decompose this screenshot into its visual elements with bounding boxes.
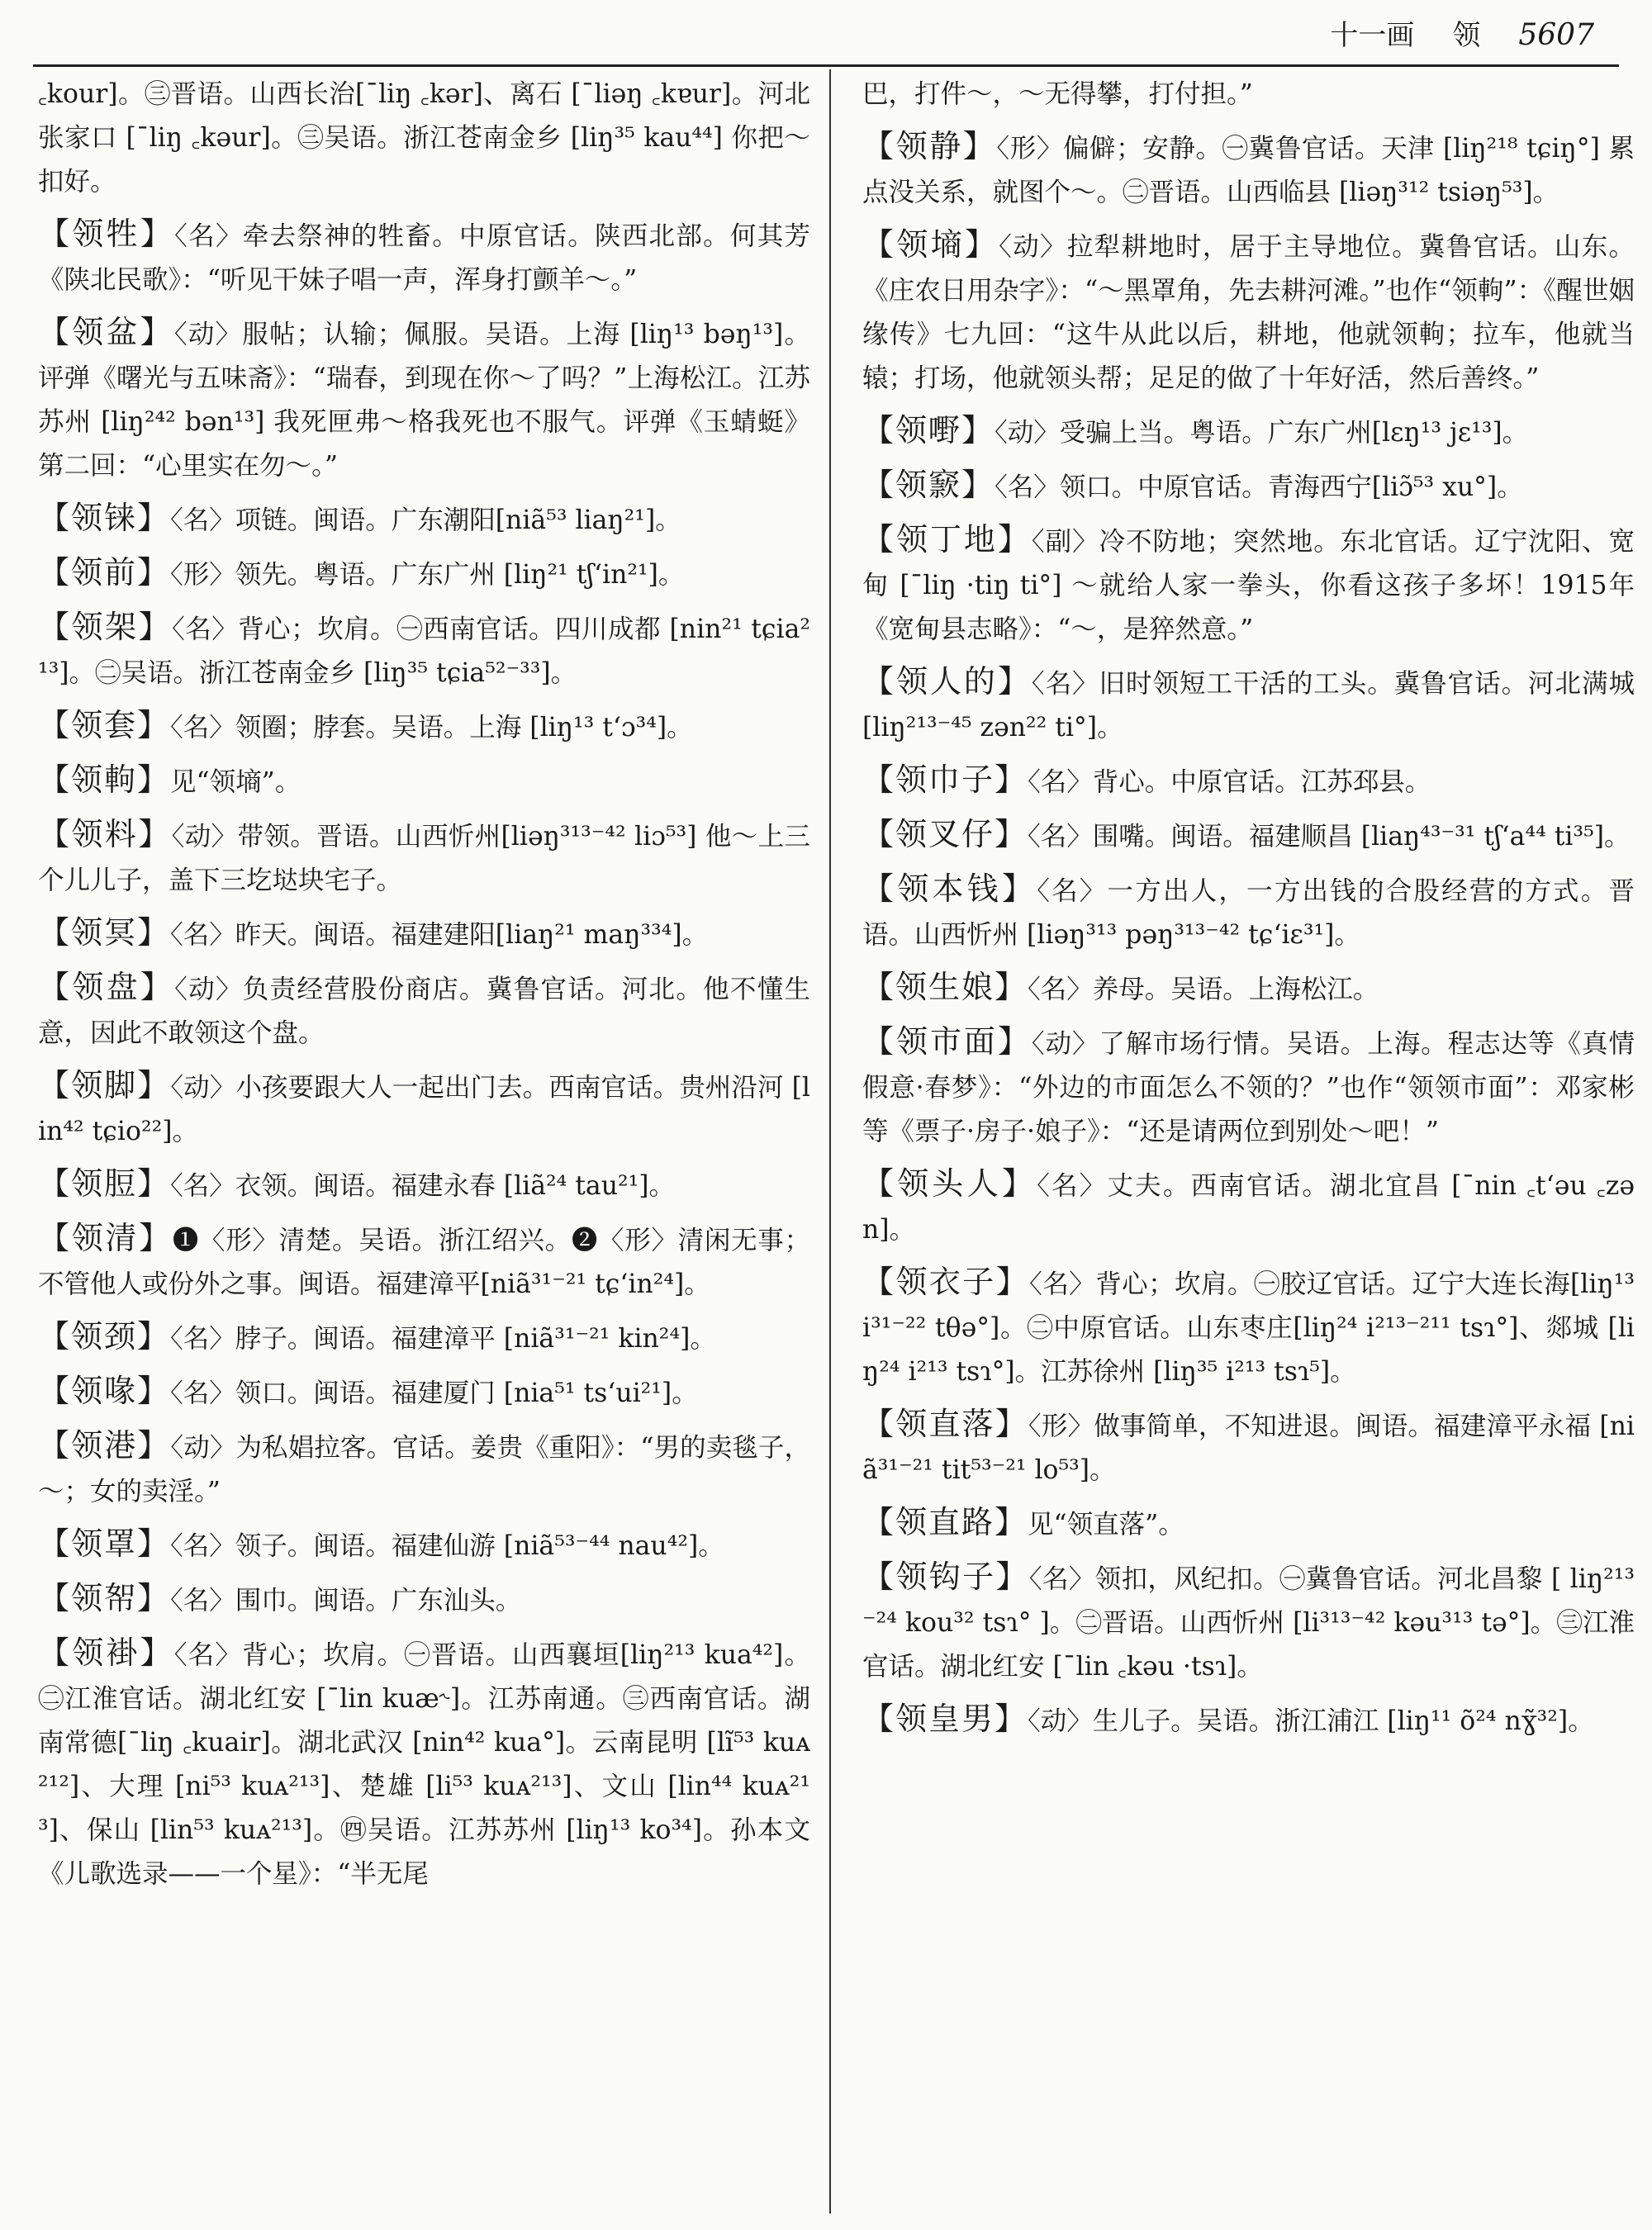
headword: 【领料】	[38, 816, 172, 852]
dictionary-entry	[38, 496, 810, 543]
dictionary-entry	[38, 212, 810, 302]
definition-text: 〈名〉昨天。闽语。福建建阳[liaŋ²¹ maŋ³³⁴]。	[170, 920, 709, 950]
headword: 【领巾子】	[862, 762, 1028, 798]
dictionary-entry	[38, 1522, 810, 1568]
dictionary-entry	[862, 1260, 1635, 1394]
page-number: 5607	[1518, 18, 1594, 52]
column-divider	[829, 69, 831, 2213]
dictionary-entry	[38, 311, 810, 488]
dictionary-entry	[38, 1369, 810, 1416]
headword: 【领港】	[38, 1427, 171, 1464]
headword: 【领直落】	[862, 1406, 1028, 1442]
dictionary-entry	[862, 1162, 1635, 1252]
definition-text: 〈动〉服帖；认输；佩服。吴语。上海 [liŋ¹³ bəŋ¹³]。评弹《曙光与五味斋》：“瑞春，到现在你～了吗？”上海松江。江苏苏州 [liŋ²⁴² bən¹³] 我死匣弗～格我死也不服气。评弹《玉蜻蜓》第二回：“心里实在勿～。”	[38, 320, 810, 481]
headword: 【领盘】	[38, 969, 175, 1005]
definition-text: 〈名〉背心。中原官话。江苏邳县。	[1028, 767, 1431, 797]
dictionary-entry	[862, 758, 1635, 804]
definition-text: 〈动〉带领。晋语。山西忻州[liəŋ³¹³⁻⁴² liɔ⁵³] 他～上三个儿儿子，盖下三圪垯块宅子。	[38, 822, 810, 895]
definition-text: 〈形〉领先。粤语。广东广州 [liŋ²¹ tʃʻin²¹]。	[170, 560, 685, 590]
headword: 【领墒】	[862, 226, 999, 263]
definition-text: 〈名〉养母。吴语。上海松江。	[1028, 975, 1379, 1004]
headword: 【领褂】	[38, 1635, 174, 1671]
headword: 【领皇男】	[862, 1701, 1028, 1737]
dictionary-entry	[862, 660, 1635, 750]
dictionary-entry	[38, 911, 810, 957]
dictionary-entry	[862, 867, 1635, 957]
definition-text: 见“领墒”。	[170, 767, 301, 797]
definition-text: 〈动〉拉犁耕地时，居于主导地位。冀鲁官话。山东。《庄农日用杂字》：“～黑罩角，先去耕河滩。”也作“领軥”：《醒世姻缘传》七九回：“这牛从此以后，耕地，他就领軥；拉车，他就当辕；打场，他就领头帮；足足的做了十年好活，然后善终。”	[862, 232, 1635, 393]
headword: 【领軥】	[38, 762, 171, 798]
headword: 【领衣子】	[862, 1264, 1030, 1300]
definition-text: 巴，打件～，～无得攀，打付担。”	[862, 79, 1253, 109]
headword: 【领罩】	[38, 1525, 171, 1562]
headword: 【领盆】	[38, 314, 174, 350]
headword: 【领架】	[38, 609, 172, 645]
definition-text: 〈形〉偏僻；安静。㊀冀鲁官话。天津 [liŋ²¹⁸ tɕiŋ°] 累点没关系，就图个～。㊁晋语。山西临县 [liəŋ³¹² tsiəŋ⁵³]。	[862, 134, 1635, 207]
definition-text: ꜀kour]。㊂晋语。山西长治[ˉliŋ ꜀kər]、离石 [ˉliəŋ ꜀kɐur]。河北张家口 [ˉliŋ ꜀kəur]。㊂吴语。浙江苍南金乡 [liŋ³⁵ kau⁴⁴] 你把～扣好。	[38, 79, 810, 197]
dictionary-entry	[38, 1315, 810, 1361]
definition-text: 〈名〉衣领。闽语。福建永春 [liã²⁴ tau²¹]。	[170, 1171, 676, 1201]
headword: 【领钩子】	[862, 1559, 1029, 1595]
dictionary-entry	[38, 605, 810, 695]
definition-text: 〈名〉一方出人，一方出钱的合股经营的方式。晋语。山西忻州 [liəŋ³¹³ pəŋ³¹³⁻⁴² tɕʻiɛ³¹]。	[862, 876, 1635, 950]
dictionary-entry	[862, 1697, 1635, 1744]
definition-text: 〈名〉领扣，风纪扣。㊀冀鲁官话。河北昌黎 [ liŋ²¹³⁻²⁴ kou³² tsɿ° ]。㊁晋语。山西忻州 [li³¹³⁻⁴² kəu³¹³ tə°]。㊂江淮官话。湖北红安 [ˉlin ꜀kəu ·tsɿ]。	[862, 1564, 1635, 1682]
headword: 【领静】	[862, 128, 997, 164]
headword: 【领市面】	[862, 1023, 1032, 1060]
dictionary-entry	[38, 758, 810, 804]
headword: 【领牲】	[38, 216, 175, 252]
dictionary-entry	[862, 1402, 1635, 1492]
definition-text: 〈名〉领子。闽语。福建仙游 [niã⁵³⁻⁴⁴ nau⁴²]。	[170, 1531, 724, 1561]
continued-text	[38, 73, 810, 204]
definition-text: 〈名〉领口。中原官话。青海西宁[liɔ̃⁵³ xu°]。	[995, 472, 1523, 502]
definition-text: 〈动〉受骗上当。粤语。广东广州[lɛŋ¹³ jɛ¹³]。	[995, 418, 1529, 448]
definition-text: 〈名〉背心；坎肩。㊀胶辽官话。辽宁大连长海[liŋ¹³ i³¹⁻²² tθə°]。㊁中原官话。山东枣庄[liŋ²⁴ i²¹³⁻²¹¹ tsɿ°]、郯城 [liŋ²⁴ i²¹³ tsɿ°]。江苏徐州 [liŋ³⁵ i²¹³ tsɿ⁵]。	[862, 1269, 1635, 1387]
definition-text: 〈名〉项链。闽语。广东潮阳[niã⁵³ liaŋ²¹]。	[170, 505, 681, 535]
right-column	[862, 73, 1635, 1752]
headword: 【领铼】	[38, 500, 171, 536]
headword: 【领脚】	[38, 1067, 171, 1103]
definition-text: 〈副〉冷不防地；突然地。东北官话。辽宁沈阳、宽甸 [ˉliŋ ·tiŋ ti°] ～就给人家一拳头，你看这孩子多坏！1915年《宽甸县志略》：“～，是猝然意。”	[862, 527, 1635, 644]
dictionary-entry	[862, 223, 1635, 401]
dictionary-entry	[862, 125, 1635, 215]
definition-text: 〈名〉领圈；脖套。吴语。上海 [liŋ¹³ tʻɔ³⁴]。	[170, 713, 693, 743]
dictionary-entry	[862, 409, 1635, 455]
dictionary-entry	[38, 1064, 810, 1154]
headword: 【领喙】	[38, 1373, 171, 1409]
headword: 【领前】	[38, 554, 171, 591]
dictionary-entry	[38, 813, 810, 903]
definition-text: 〈名〉牵去祭神的牲畜。中原官话。陕西北部。何其芳《陕北民歌》：“听见干妹子唱一声，浑身打颤羊～。”	[38, 221, 810, 295]
dictionary-entry	[38, 1631, 810, 1896]
dictionary-entry	[38, 551, 810, 597]
header-character: 领	[1452, 19, 1481, 52]
definition-text: 〈名〉围嘴。闽语。福建顺昌 [liaŋ⁴³⁻³¹ tʃʻa⁴⁴ ti³⁵]。	[1028, 822, 1631, 852]
definition-text: 〈动〉负责经营股份商店。冀鲁官话。河北。他不懂生意，因此不敢领这个盘。	[38, 975, 810, 1048]
headword: 【领冥】	[38, 914, 171, 951]
definition-text: 〈动〉生儿子。吴语。浙江浦江 [liŋ¹¹ õ²⁴ nɣ̃³²]。	[1028, 1706, 1594, 1736]
continued-text	[862, 73, 1635, 116]
headword: 【领清】	[38, 1220, 173, 1256]
dictionary-entry	[862, 1501, 1635, 1547]
dictionary-entry	[38, 1577, 810, 1623]
dictionary-entry	[38, 1424, 810, 1514]
headword: 【领套】	[38, 707, 171, 743]
definition-text: 〈名〉背心；坎肩。㊀晋语。山西襄垣[liŋ²¹³ kua⁴²]。㊁江淮官话。湖北红安 [ˉlin kuæ˞]。江苏南通。㊂西南官话。湖南常德[ˉliŋ ꜀kuair]。湖北武汉 [nin⁴² kua°]。云南昆明 [lĩ⁵³ kuᴀ²¹²]、大理 [ni⁵³ kuᴀ²¹³]、楚雄 [li⁵³ kuᴀ²¹³]、文山 [lin⁴⁴ kuᴀ²¹³]、保山 [lin⁵³ kuᴀ²¹³]。㊃吴语。江苏苏州 [liŋ¹³ ko³⁴]。孙本文《儿歌选录——一个星》：“半无尾	[38, 1640, 810, 1889]
page-header	[1330, 12, 1594, 59]
headword: 【领颈】	[38, 1318, 171, 1355]
headword: 【领直路】	[862, 1504, 1028, 1540]
definition-text: 见“领直落”。	[1028, 1510, 1184, 1540]
definition-text: 〈形〉做事简单，不知进退。闽语。福建漳平永福 [niã³¹⁻²¹ tit⁵³⁻²¹ lo⁵³]。	[862, 1412, 1635, 1485]
headword: 【领脰】	[38, 1165, 171, 1202]
dictionary-entry	[862, 1555, 1635, 1689]
definition-text: 〈名〉脖子。闽语。福建漳平 [niã³¹⁻²¹ kin²⁴]。	[170, 1324, 716, 1354]
headword: 【领生娘】	[862, 969, 1028, 1005]
dictionary-entry	[38, 1162, 810, 1208]
headword: 【领窾】	[862, 467, 995, 503]
dictionary-entry	[38, 1217, 810, 1307]
headword: 【领丁地】	[862, 521, 1032, 558]
dictionary-entry	[862, 518, 1635, 652]
headword: 【领人的】	[862, 663, 1032, 700]
headword: 【领本钱】	[862, 871, 1037, 907]
dictionary-entry	[862, 966, 1635, 1012]
section-label: 十一画	[1330, 19, 1415, 52]
dictionary-entry	[38, 966, 810, 1056]
headword: 【领叉仔】	[862, 816, 1028, 852]
definition-text: 〈动〉为私娼拉客。官话。姜贵《重阳》：“男的卖毯子，～；女的卖淫。”	[38, 1433, 810, 1506]
definition-text: 〈名〉背心；坎肩。㊀西南官话。四川成都 [nin²¹ tɕia²¹³]。㊁吴语。浙江苍南金乡 [liŋ³⁵ tɕia⁵²⁻³³]。	[38, 614, 810, 688]
definition-text: 〈名〉领口。闽语。福建厦门 [nia⁵¹ tsʻui²¹]。	[170, 1378, 698, 1408]
definition-text: 〈名〉丈夫。西南官话。湖北宜昌 [ˉnin ꜀tʻəu ꜀zən]。	[862, 1171, 1635, 1245]
headword: 【领嘢】	[862, 412, 995, 448]
definition-text: 〈名〉旧时领短工干活的工头。冀鲁官话。河北满城 [liŋ²¹³⁻⁴⁵ zən²² ti°]。	[862, 669, 1635, 743]
definition-text: 〈名〉围巾。闽语。广东汕头。	[170, 1586, 522, 1616]
dictionary-entry	[862, 1020, 1635, 1154]
header-rule	[33, 64, 1619, 67]
dictionary-entry	[862, 463, 1635, 510]
definition-text: 〈动〉小孩要跟大人一起出门去。西南官话。贵州沿河 [lin⁴² tɕio²²]。	[38, 1073, 810, 1146]
headword: 【领头人】	[862, 1165, 1037, 1202]
definition-text: 〈动〉了解市场行情。吴语。上海。程志达等《真情假意·春梦》：“外边的市面怎么不领的？”也作“领领市面”：邓家彬等《票子·房子·娘子》：“还是请两位到别处～吧！”	[862, 1029, 1635, 1146]
dictionary-entry	[38, 704, 810, 750]
dictionary-entry	[862, 813, 1635, 859]
headword: 【领帤】	[38, 1580, 171, 1616]
definition-text: ❶〈形〉清楚。吴语。浙江绍兴。❷〈形〉清闲无事；不管他人或份外之事。闽语。福建漳平[niã³¹⁻²¹ tɕʻin²⁴]。	[38, 1226, 810, 1299]
left-column	[38, 73, 810, 1905]
